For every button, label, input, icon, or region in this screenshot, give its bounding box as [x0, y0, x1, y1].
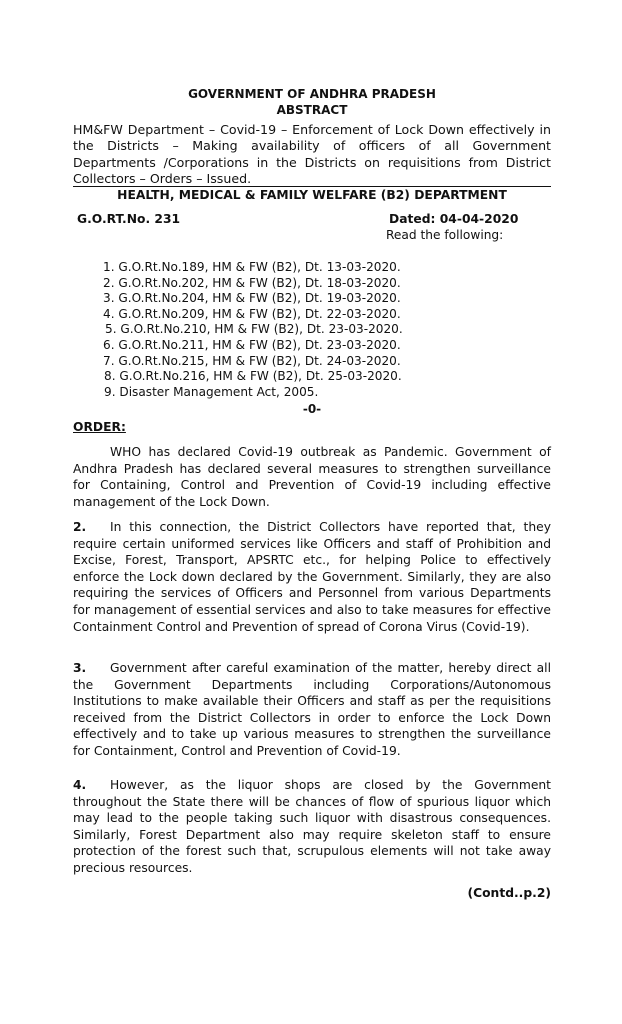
- paragraph-number: 3.: [73, 661, 87, 675]
- paragraph-2: [73, 519, 551, 635]
- government-title: GOVERNMENT OF ANDHRA PRADESH: [188, 87, 436, 101]
- reference-item: 6. G.O.Rt.No.211, HM & FW (B2), Dt. 23-03-2020.: [103, 337, 401, 352]
- section-separator: -0-: [302, 402, 322, 416]
- reference-item: 4. G.O.Rt.No.209, HM & FW (B2), Dt. 22-03-2020.: [103, 306, 401, 321]
- paragraph-1: [73, 444, 551, 510]
- reference-item: 7. G.O.Rt.No.215, HM & FW (B2), Dt. 24-03-2020.: [103, 353, 401, 368]
- reference-item: 2. G.O.Rt.No.202, HM & FW (B2), Dt. 18-03-2020.: [103, 275, 401, 290]
- paragraph-text: However, as the liquor shops are closed by the Government throughout the State there will be chances of flow of spurious liquor which may lead to the people taking such liquor with disastrous consequences. Similarly, Forest Department also may require skeleton staff to ensure protection of the forest such that, scrupulous elements will not take away precious resources.: [73, 778, 551, 875]
- order-date: Dated: 04-04-2020: [389, 212, 519, 226]
- references-list: [103, 260, 403, 400]
- reference-item: 1. G.O.Rt.No.189, HM & FW (B2), Dt. 13-03-2020.: [103, 260, 401, 274]
- read-label: Read the following:: [386, 228, 504, 242]
- reference-item: 3. G.O.Rt.No.204, HM & FW (B2), Dt. 19-03-2020.: [103, 291, 401, 306]
- order-number: G.O.RT.No. 231: [77, 212, 181, 226]
- reference-item: 9. Disaster Management Act, 2005.: [104, 384, 319, 399]
- paragraph-3: [73, 660, 551, 760]
- abstract-title: ABSTRACT: [276, 103, 348, 117]
- paragraph-number: 2.: [73, 520, 87, 534]
- order-heading: ORDER:: [73, 420, 126, 434]
- continuation-note: (Contd..p.2): [467, 886, 551, 900]
- paragraph-4: [73, 777, 551, 877]
- paragraph-number: 4.: [73, 778, 87, 792]
- paragraph-text: Government after careful examination of the matter, hereby direct all the Government Departments including Corporations/Autonomous Institutions to make available their Officers and staff as per the requisitions received from the District Collectors in order to enforce the Lock Down effectively and to take up various measures to strengthen the surveillance for Containment, Control and Prevention of Covid-19.: [73, 661, 551, 758]
- subject-abstract: HM&FW Department – Covid-19 – Enforcement of Lock Down effectively in the Districts – Making availability of officers of all Government Departments /Corporations in the Districts on requisitions from District Collectors – Orders – Issued.: [73, 122, 551, 187]
- reference-item: 5. G.O.Rt.No.210, HM & FW (B2), Dt. 23-03-2020.: [105, 322, 403, 337]
- reference-item: 8. G.O.Rt.No.216, HM & FW (B2), Dt. 25-03-2020.: [104, 369, 402, 384]
- document-header: [73, 86, 551, 118]
- paragraph-text: In this connection, the District Collectors have reported that, they require certain uniformed services like Officers and staff of Prohibition and Excise, Forest, Transport, APSRTC etc., for helping Police to effectively enforce the Lock down declared by the Government. Similarly, they are also requiring the services of Officers and Personnel from various Departments for management of essential services and also to take measures for effective Containment Control and Prevention of spread of Corona Virus (Covid-19).: [73, 520, 551, 634]
- paragraph-text: WHO has declared Covid-19 outbreak as Pandemic. Government of Andhra Pradesh has declared several measures to strengthen surveillance for Containing, Control and Prevention of Covid-19 including effective management of the Lock Down.: [73, 445, 551, 509]
- department-name: HEALTH, MEDICAL & FAMILY WELFARE (B2) DEPARTMENT: [117, 188, 507, 202]
